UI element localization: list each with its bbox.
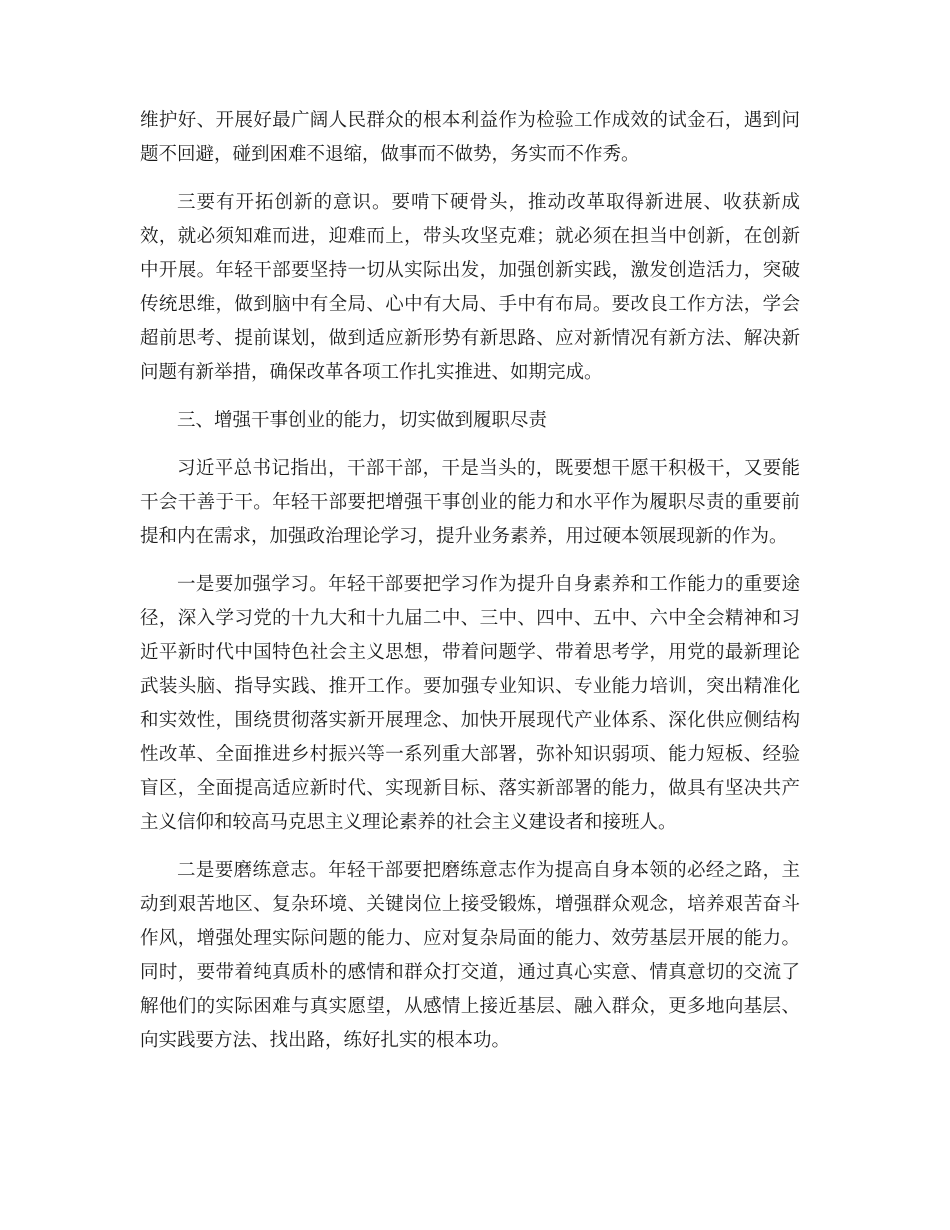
paragraph-study: 一是要加强学习。年轻干部要把学习作为提升自身素养和工作能力的重要途径，深入学习党的十九大和十九届二中、三中、四中、五中、六中全会精神和习近平新时代中国特色社会主义思想，带着问题学、带着思考学，用党的最新理论武装头脑、指导实践、推开工作。要加强专业知识、专业能力培训，突出精准化和实效性，围绕贯彻落实新开展理念、加快开展现代产业体系、深化供应侧结构性改革、全面推进乡村振兴等一系列重大部署，弥补知识弱项、能力短板、经验盲区，全面提高适应新时代、实现新目标、落实新部署的能力，做具有坚决共产主义信仰和较高马克思主义理论素养的社会主义建设者和接班人。	[140, 574, 800, 833]
paragraph-continuation: 维护好、开展好最广阔人民群众的根本利益作为检验工作成效的试金石，遇到问题不回避，碰到困难不退缩，做事而不做势，务实而不作秀。	[140, 110, 800, 165]
paragraph-willpower: 二是要磨练意志。年轻干部要把磨练意志作为提高自身本领的必经之路，主动到艰苦地区、复杂环境、关键岗位上接受锻炼，增强群众观念，培养艰苦奋斗作风，增强处理实际问题的能力、应对复杂局面的能力、效劳基层开展的能力。同时，要带着纯真质朴的感情和群众打交道，通过真心实意、情真意切的交流了解他们的实际困难与真实愿望，从感情上接近基层、融入群众，更多地向基层、向实践要方法、找出路，练好扎实的根本功。	[140, 860, 800, 1051]
section-heading: 三、增强干事创业的能力，切实做到履职尽责	[177, 410, 548, 431]
paragraph-intro: 习近平总书记指出，干部干部，干是当头的，既要想干愿干积极干，又要能干会干善于干。年轻干部要把增强干事创业的能力和水平作为履职尽责的重要前提和内在需求，加强政治理论学习，提升业务素养，用过硬本领展现新的作为。	[140, 458, 800, 547]
paragraph-innovation: 三要有开拓创新的意识。要啃下硬骨头，推动改革取得新进展、收获新成效，就必须知难而进，迎难而上，带头攻坚克难；就必须在担当中创新，在创新中开展。年轻干部要坚持一切从实际出发，加强创新实践，激发创造活力，突破传统思维，做到脑中有全局、心中有大局、手中有布局。要改良工作方法，学会超前思考、提前谋划，做到适应新形势有新思路、应对新情况有新方法、解决新问题有新举措，确保改革各项工作扎实推进、如期完成。	[140, 192, 800, 383]
document-page	[140, 104, 800, 1072]
